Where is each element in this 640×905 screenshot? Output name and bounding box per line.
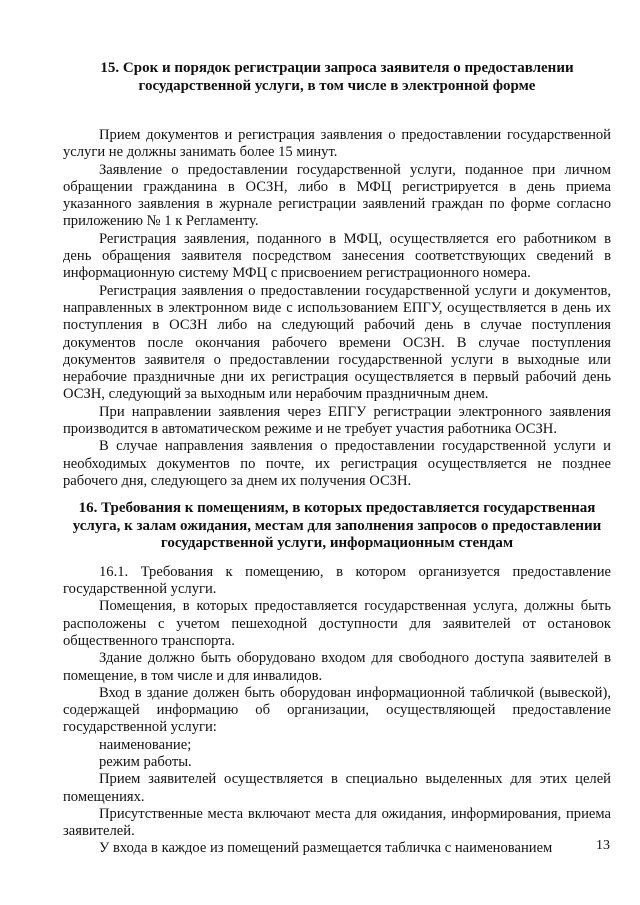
section-15-paragraph-3: Регистрация заявления, поданного в МФЦ, осуществляется его работником в день обращения заявителя посредством занесения соответствующих сведений в информационную систему МФЦ с присвоением регистрационного номера. bbox=[63, 230, 611, 282]
section-15-paragraph-5: При направлении заявления через ЕПГУ регистрации электронного заявления производится в автоматическом режиме и не требует участия работника ОСЗН. bbox=[63, 403, 611, 438]
page-number: 13 bbox=[596, 838, 610, 853]
section-16-heading bbox=[63, 500, 611, 553]
section-15-paragraph-1: Прием документов и регистрация заявления о предоставлении государственной услуги не должны занимать более 15 минут. bbox=[63, 127, 611, 161]
section-16-paragraph-9: У входа в каждое из помещений размещается табличка с наименованием bbox=[99, 840, 553, 857]
section-16-paragraph-3: Здание должно быть оборудовано входом для свободного доступа заявителей в помещение, в том числе и для инвалидов. bbox=[63, 650, 611, 684]
section-15-heading bbox=[63, 60, 611, 95]
section-15-heading-line-1: 15. Срок и порядок регистрации запроса заявителя о предоставлении bbox=[100, 60, 574, 76]
section-16-paragraph-2: Помещения, в которых предоставляется государственная услуга, должны быть расположены с учетом пешеходной доступности для заявителей от остановок общественного транспорта. bbox=[63, 598, 611, 649]
section-16-list-item-hours: режим работы. bbox=[99, 754, 192, 770]
section-16-heading-line-3: государственной услуги, информационным стендам bbox=[160, 535, 514, 552]
section-15-paragraph-2: Заявление о предоставлении государственной услуги, поданное при личном обращении гражданина в ОСЗН, либо в МФЦ регистрируется в день приема указанного заявления в журнале регистрации заявлений граждан по форме согласно приложению № 1 к Регламенту. bbox=[63, 161, 611, 230]
section-16-list-item-name: наименование; bbox=[99, 736, 192, 753]
section-16-paragraph-4: Вход в здание должен быть оборудован информационной табличкой (вывеской), содержащей информацию об организации, осуществляющей предоставление государственной услуги: bbox=[63, 684, 611, 736]
section-16-paragraph-8: Присутственные места включают места для ожидания, информирования, приема заявителей. bbox=[63, 805, 611, 840]
page-content bbox=[63, 60, 611, 858]
section-16-heading-line-2: услуга, к залам ожидания, местам для заполнения запросов о предоставлении bbox=[72, 517, 602, 534]
section-16-paragraph-7: Прием заявителей осуществляется в специально выделенных для этих целей помещениях. bbox=[63, 771, 611, 805]
section-15-heading-line-2: государственной услуги, в том числе в электронной форме bbox=[138, 77, 536, 94]
section-16-paragraph-1: 16.1. Требования к помещению, в котором организуется предоставление государственной услуги. bbox=[63, 563, 611, 598]
section-16-heading-line-1: 16. Требования к помещениям, в которых предоставляется государственная bbox=[78, 500, 596, 517]
section-15-paragraph-6: В случае направления заявления о предоставлении государственной услуги и необходимых документов по почте, их регистрация осуществляется не позднее рабочего дня, следующего за днем их получения ОСЗН. bbox=[63, 438, 611, 489]
section-15-paragraph-4: Регистрация заявления о предоставлении государственной услуги и документов, направленных в электронном виде с использованием ЕПГУ, осуществляется в день их поступления в ОСЗН либо на следующий рабочий день в случае поступления документов после окончания рабочего времени ОСЗН. В случае поступления документов заявителя о предоставлении государственной услуги в выходные или нерабочие праздничные дни их регистрация осуществляется в первый рабочий день ОСЗН, следующий за выходным или нерабочим праздничным днем. bbox=[63, 282, 611, 403]
